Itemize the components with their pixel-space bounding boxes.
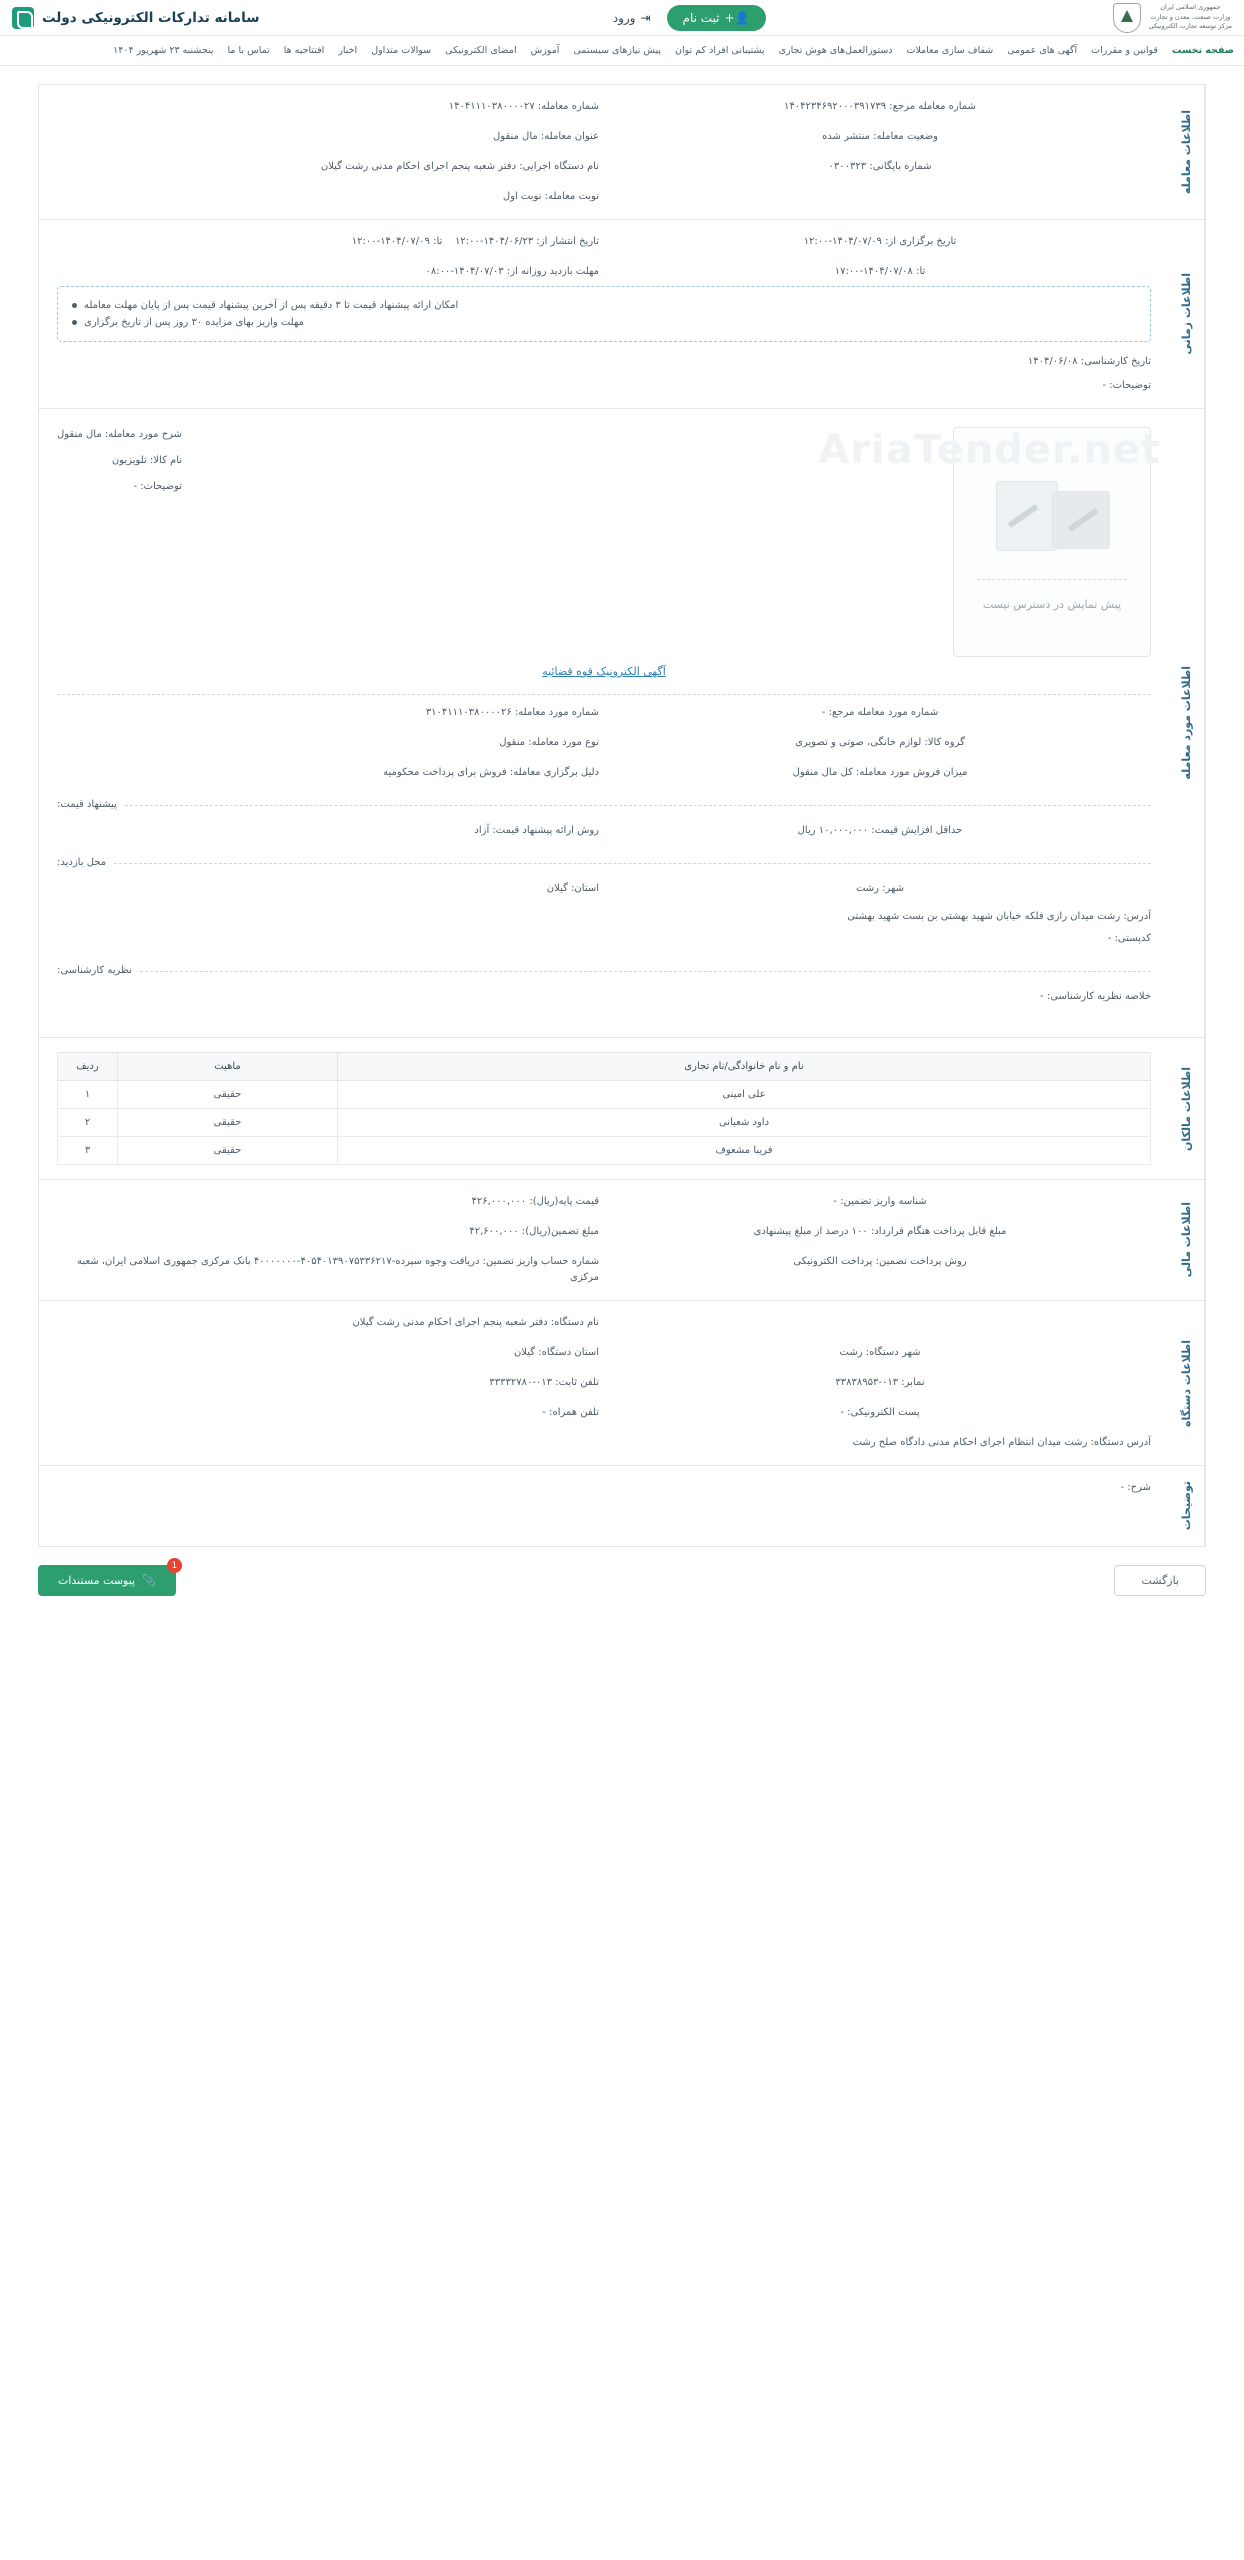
agency-name-field: نام دستگاه: دفتر شعبه پنجم اجرای احکام مدنی رشت گیلان bbox=[352, 1317, 599, 1328]
field-transaction-round bbox=[57, 189, 599, 205]
field-publish-range bbox=[57, 234, 599, 250]
gov-seal-icon bbox=[1113, 3, 1141, 33]
login-arrow-icon: ⇥ bbox=[640, 10, 651, 25]
label-visit-from: مهلت بازدید روزانه از: bbox=[506, 266, 599, 277]
price-proposal-header bbox=[57, 797, 1151, 813]
price-divider bbox=[125, 805, 1151, 806]
label-postal-code: کدپستی: bbox=[1114, 933, 1151, 944]
value-contract-payment: ۱۰۰ درصد از مبلغ پیشنهادی bbox=[753, 1226, 868, 1237]
divider-1 bbox=[57, 694, 1151, 695]
section-title-subject-label: اطلاعات مورد معامله bbox=[1180, 666, 1193, 780]
value-time-description: - bbox=[1102, 380, 1107, 391]
main-nav bbox=[0, 36, 1244, 66]
visit-divider bbox=[114, 863, 1151, 864]
visit-city: شهر: رشت bbox=[855, 883, 905, 894]
value-subject-number: ۳۱۰۴۱۱۱۰۳۸۰۰۰۰۲۶ bbox=[425, 707, 512, 718]
value-visit-to: ۱۴۰۴/۰۷/۰۸-۱۷:۰۰ bbox=[834, 266, 913, 277]
preview-placeholder bbox=[953, 427, 1151, 657]
site-brand[interactable] bbox=[12, 7, 260, 29]
preview-divider bbox=[977, 579, 1127, 580]
owners-header-row bbox=[58, 1053, 1151, 1081]
value-base-price: ۴۲۶,۰۰۰,۰۰۰ bbox=[471, 1196, 527, 1207]
label-time-description: توضیحات: bbox=[1109, 380, 1151, 391]
subject-pairs-grid bbox=[57, 705, 1151, 781]
field-subject-number bbox=[57, 705, 599, 721]
label-subject-note: توضیحات: bbox=[140, 481, 183, 492]
expert-divider bbox=[140, 971, 1151, 972]
time-fields-grid bbox=[57, 234, 1151, 280]
section-title-notes bbox=[1169, 1466, 1205, 1546]
field-sale-amount bbox=[609, 765, 1151, 781]
expert-opinion-header bbox=[57, 963, 1151, 979]
section-title-time-label: اطلاعات زمانی bbox=[1180, 273, 1193, 355]
label-expert-summary: خلاصه نظریه کارشناسی: bbox=[1046, 991, 1151, 1002]
nav-item-8[interactable]: امضای الکترونیکی bbox=[445, 45, 517, 56]
attachments-button[interactable] bbox=[38, 1560, 178, 1596]
value-transaction-title: مال منقول bbox=[493, 131, 538, 142]
nav-item-12[interactable]: تماس با ما bbox=[227, 45, 270, 56]
time-notices-box bbox=[57, 286, 1151, 342]
label-transaction-round: نوبت معامله: bbox=[544, 191, 599, 202]
value-expert-summary: - bbox=[1040, 991, 1044, 1002]
label-merged-transaction-number: شماره معامله مرجع: bbox=[889, 101, 976, 112]
value-visit-from: ۱۴۰۴/۰۷/۰۳-۰۸:۰۰ bbox=[425, 266, 504, 277]
value-expert-date: ۱۴۰۴/۰۶/۰۸ bbox=[1027, 356, 1078, 367]
agency-phone-field: تلفن ثابت: ۰۱۳-۳۳۳۳۲۷۸۰ bbox=[489, 1377, 599, 1388]
owner-nature-0: حقیقی bbox=[118, 1081, 338, 1109]
agency-address-field: آدرس دستگاه: رشت میدان انتظام اجرای احکام مدنی دادگاه صلح رشت bbox=[852, 1437, 1151, 1448]
label-notes: شرح: bbox=[1127, 1482, 1151, 1493]
label-visit-address: آدرس: bbox=[1123, 911, 1151, 922]
section-agency-info bbox=[38, 1301, 1206, 1466]
transaction-fields-grid bbox=[57, 99, 1151, 205]
field-guarantee-id bbox=[609, 1194, 1151, 1210]
nav-item-0[interactable]: صفحه نخست bbox=[1171, 45, 1234, 56]
owners-col-nature: ماهیت bbox=[118, 1053, 338, 1081]
nav-item-2[interactable]: آگهی های عمومی bbox=[1007, 45, 1078, 56]
section-subject-info bbox=[38, 409, 1206, 1038]
label-expert-date: تاریخ کارشناسی: bbox=[1080, 356, 1151, 367]
section-notes bbox=[38, 1466, 1206, 1547]
field-transaction-title bbox=[57, 129, 599, 145]
value-transaction-number: ۱۴۰۴۱۱۱۰۳۸۰۰۰۰۲۷ bbox=[448, 101, 535, 112]
section-body-owners bbox=[39, 1038, 1169, 1179]
value-transaction-round: نوبت اول bbox=[502, 191, 542, 202]
label-transaction-number: شماره معامله: bbox=[537, 101, 599, 112]
price-proposal-method: روش ارائه پیشنهاد قیمت: آزاد bbox=[474, 825, 599, 836]
notice-text-1: مهلت واریز بهای مزایده ۳۰ روز پس از تاریخ برگزاری bbox=[84, 317, 304, 328]
owners-col-index: ردیف bbox=[58, 1053, 118, 1081]
label-goods-name: نام کالا: bbox=[149, 455, 183, 466]
preview-unavailable-text: پیش نمایش در دسترس نیست bbox=[982, 598, 1122, 611]
section-title-transaction-label: اطلاعات معامله bbox=[1180, 109, 1193, 195]
nav-date-label: پنجشنبه ۲۳ شهریور ۱۴۰۴ bbox=[113, 45, 214, 56]
bullet-icon-1 bbox=[72, 320, 77, 325]
label-sale-amount: میزان فروش مورد معامله: bbox=[856, 767, 968, 778]
owner-name-0: علی امینی bbox=[338, 1081, 1151, 1109]
nav-item-1[interactable]: قوانین و مقررات bbox=[1091, 45, 1158, 56]
label-base-price: قیمت پایه(ریال): bbox=[529, 1196, 599, 1207]
nav-item-10[interactable]: اخبار bbox=[338, 45, 358, 56]
section-body-agency bbox=[39, 1301, 1169, 1465]
owner-index-0: ۱ bbox=[58, 1081, 118, 1109]
section-body-transaction bbox=[39, 85, 1169, 219]
label-goods-group: گروه کالا: bbox=[924, 737, 965, 748]
page-footer bbox=[0, 1547, 1244, 1622]
field-base-price bbox=[57, 1194, 599, 1210]
value-guarantee-amount: ۴۲,۶۰۰,۰۰۰ bbox=[469, 1226, 519, 1237]
section-title-notes-label: توضیحات bbox=[1180, 1481, 1193, 1531]
owner-name-2: فریبا مشعوف bbox=[338, 1137, 1151, 1165]
nav-item-4[interactable]: دستورالعمل‌های هوش تجاری bbox=[778, 45, 893, 56]
owner-index-1: ۲ bbox=[58, 1109, 118, 1137]
field-sale-reason bbox=[57, 765, 599, 781]
section-body-notes bbox=[39, 1466, 1169, 1546]
agency-email-field: پست الکترونیکی: - bbox=[840, 1407, 920, 1418]
setadiran-logo-icon bbox=[12, 7, 34, 29]
value-sale-amount: کل مال منقول bbox=[792, 767, 853, 778]
paperclip-icon: 📎 bbox=[142, 1574, 156, 1587]
section-body-time bbox=[39, 220, 1169, 408]
field-subject-description bbox=[57, 427, 182, 443]
section-title-agency bbox=[1169, 1301, 1205, 1465]
expert-opinion-title: نظریه کارشناسی: bbox=[57, 965, 132, 976]
visit-location-header bbox=[57, 855, 1151, 871]
label-guarantee-id: شناسه واریز تضمین: bbox=[840, 1196, 927, 1207]
section-time-info bbox=[38, 220, 1206, 409]
field-visit-to bbox=[609, 264, 1151, 280]
price-proposal-title: پیشنهاد قیمت: bbox=[57, 799, 117, 810]
section-title-financial-label: اطلاعات مالی bbox=[1180, 1202, 1193, 1278]
label-visit-to: تا: bbox=[916, 266, 926, 277]
field-spacer bbox=[609, 189, 1151, 205]
section-title-agency-label: اطلاعات دستگاه bbox=[1180, 1339, 1193, 1427]
value-publish-to: ۱۴۰۴/۰۷/۰۹-۱۲:۰۰ bbox=[351, 236, 430, 247]
label-archive-number: شماره بایگانی: bbox=[869, 161, 932, 172]
label-agency-name: نام دستگاه اجرایی: bbox=[519, 161, 599, 172]
gov-line-1: جمهوری اسلامی ایران bbox=[1160, 2, 1221, 11]
owner-nature-2: حقیقی bbox=[118, 1137, 338, 1165]
attachments-button-label: پیوست مستندات bbox=[58, 1574, 136, 1587]
watermark-text: AriaTender.net bbox=[818, 427, 1161, 473]
value-subject-description: مال منقول bbox=[57, 429, 102, 440]
field-merged-transaction-number bbox=[609, 99, 1151, 115]
top-bar bbox=[0, 0, 1244, 36]
owners-table-head bbox=[58, 1053, 1151, 1081]
field-postal-code bbox=[57, 931, 1151, 947]
agency-city-field: شهر دستگاه: رشت bbox=[839, 1347, 921, 1358]
field-visit-from bbox=[57, 264, 599, 280]
value-agency-name: دفتر شعبه پنجم اجرای احکام مدنی رشت گیلان bbox=[320, 161, 517, 172]
login-button-label: ورود bbox=[612, 10, 636, 25]
financial-grid bbox=[57, 1194, 1151, 1286]
owners-table bbox=[57, 1052, 1151, 1165]
label-holding-date: تاریخ برگزاری از: bbox=[885, 236, 957, 247]
price-grid bbox=[57, 823, 1151, 839]
agency-grid bbox=[57, 1315, 1151, 1421]
value-publish-from: ۱۴۰۴/۰۶/۲۳-۱۲:۰۰ bbox=[455, 236, 534, 247]
label-publish-from: تاریخ انتشار از: bbox=[536, 236, 599, 247]
nav-item-6[interactable]: پیش نیازهای سیستمی bbox=[573, 45, 662, 56]
section-title-owners bbox=[1169, 1038, 1205, 1179]
section-title-owners-label: اطلاعات مالکان bbox=[1180, 1066, 1193, 1151]
gov-agency-text bbox=[1149, 3, 1232, 32]
nav-item-3[interactable]: شفاف سازی معاملات bbox=[906, 45, 994, 56]
section-title-financial bbox=[1169, 1180, 1205, 1300]
visit-location-title: محل بازدید: bbox=[57, 857, 107, 868]
section-title-subject bbox=[1169, 409, 1205, 1037]
owners-table-body bbox=[58, 1081, 1151, 1165]
label-subject-type: نوع مورد معامله: bbox=[528, 737, 599, 748]
field-expert-date bbox=[57, 354, 1151, 370]
field-subject-ref-number bbox=[609, 705, 1151, 721]
section-financial-info bbox=[38, 1180, 1206, 1301]
owner-nature-1: حقیقی bbox=[118, 1109, 338, 1137]
field-guarantee-payment-method: روش پرداخت تضمین: پرداخت الکترونیکی bbox=[793, 1256, 967, 1267]
value-postal-code: - bbox=[1107, 933, 1112, 944]
value-subject-ref-number: - bbox=[821, 707, 826, 718]
field-guarantee-account: شماره حساب واریز تضمین: دریافت وجوه سپرده-۴۰۵۴۰۱۳۹۰۷۵۳۳۶۲۱۷-۴۰۰۰۰۰۰۰ بانک مرکزی جمهوری اسلامی ایران، شعبه مرکزی bbox=[77, 1256, 599, 1283]
gov-logo-group bbox=[1113, 3, 1232, 33]
user-plus-icon: 👤+ bbox=[724, 10, 750, 25]
label-subject-ref-number: شماره مورد معامله مرجع: bbox=[828, 707, 939, 718]
owner-name-1: داود شعبانی bbox=[338, 1109, 1151, 1137]
agency-empty-0 bbox=[609, 1315, 1151, 1331]
value-goods-group: لوازم خانگی، صوتی و تصویری bbox=[795, 737, 922, 748]
section-body-subject bbox=[39, 409, 1169, 1037]
page-content bbox=[0, 74, 1244, 1547]
field-notes bbox=[57, 1480, 1151, 1496]
value-notes: - bbox=[1120, 1482, 1125, 1493]
field-expert-summary bbox=[57, 989, 1151, 1023]
value-visit-address: رشت میدان رازی فلکه خیابان شهید بهشتی بن بست شهید بهشتی bbox=[847, 911, 1121, 922]
value-subject-type: منقول bbox=[499, 737, 526, 748]
field-agency-name bbox=[57, 159, 599, 175]
field-guarantee-amount bbox=[57, 1224, 599, 1240]
visit-grid bbox=[57, 881, 1151, 897]
table-row bbox=[58, 1109, 1151, 1137]
agency-fax-field: نمابر: ۰۱۳-۳۳۸۳۸۹۵۳ bbox=[835, 1377, 925, 1388]
notice-line-0 bbox=[72, 297, 1136, 314]
label-transaction-status: وضعیت معامله: bbox=[873, 131, 938, 142]
label-contract-payment: مبلغ قابل پرداخت هنگام قرارداد: bbox=[870, 1226, 1007, 1237]
field-transaction-number bbox=[57, 99, 599, 115]
section-body-financial bbox=[39, 1180, 1169, 1300]
label-subject-description: شرح مورد معامله: bbox=[104, 429, 183, 440]
attachments-count-badge: 1 bbox=[167, 1558, 182, 1573]
value-subject-note: - bbox=[133, 481, 138, 492]
value-sale-reason: فروش برای پرداخت محکومیه bbox=[383, 767, 507, 778]
nav-item-5[interactable]: پشتیبانی افراد کم توان bbox=[675, 45, 765, 56]
agency-mobile-field: تلفن همراه: - bbox=[542, 1407, 599, 1418]
field-contract-payment bbox=[609, 1224, 1151, 1240]
label-transaction-title: عنوان معامله: bbox=[540, 131, 599, 142]
field-holding-date bbox=[609, 234, 1151, 250]
field-time-description bbox=[57, 378, 1151, 394]
notice-text-0: امکان ارائه پیشنهاد قیمت تا ۳ دقیقه پس از آخرین پیشنهاد قیمت پس از پایان مهلت معامله bbox=[84, 300, 459, 311]
field-subject-type bbox=[57, 735, 599, 751]
agency-province-field: استان دستگاه: گیلان bbox=[513, 1347, 599, 1358]
gavel-illustration-icon bbox=[992, 473, 1112, 561]
value-guarantee-id: - bbox=[833, 1196, 837, 1207]
visit-province: استان: گیلان bbox=[546, 883, 599, 894]
value-transaction-status: منتشر شده bbox=[822, 131, 870, 142]
value-merged-transaction-number: ۱۴۰۴۲۳۴۶۹۲۰۰۰۳۹۱۷۳۹ bbox=[784, 101, 887, 112]
field-archive-number bbox=[609, 159, 1151, 175]
subject-top-row bbox=[57, 423, 1161, 657]
section-transaction-info bbox=[38, 84, 1206, 220]
judicial-announcement-link[interactable]: آگهی الکترونیک قوه قضائیه bbox=[542, 665, 666, 678]
login-button[interactable] bbox=[607, 10, 657, 26]
register-button[interactable] bbox=[667, 5, 766, 31]
gov-line-2: وزارت صنعت، معدن و تجارت bbox=[1150, 12, 1231, 21]
field-visit-address bbox=[57, 909, 1151, 925]
notice-line-1 bbox=[72, 314, 1136, 331]
label-guarantee-amount: مبلغ تضمین(ریال): bbox=[521, 1226, 599, 1237]
owner-index-2: ۳ bbox=[58, 1137, 118, 1165]
value-holding-date: ۱۴۰۴/۰۷/۰۹-۱۲:۰۰ bbox=[803, 236, 882, 247]
back-button[interactable]: بازگشت bbox=[1114, 1565, 1206, 1596]
label-publish-to: تا: bbox=[433, 236, 443, 247]
label-sale-reason: دلیل برگزاری معامله: bbox=[509, 767, 599, 778]
gov-line-3: مرکز توسعه تجارت الکترونیکی bbox=[1148, 22, 1232, 31]
section-title-time bbox=[1169, 220, 1205, 408]
field-subject-note bbox=[57, 479, 182, 495]
field-transaction-status bbox=[609, 129, 1151, 145]
value-archive-number: ۰۳۰۰۳۲۳ bbox=[828, 161, 867, 172]
nav-item-11[interactable]: افتتاحیه ها bbox=[283, 45, 325, 56]
field-goods-name bbox=[57, 453, 182, 469]
site-title: سامانه تدارکات الکترونیکی دولت bbox=[42, 9, 260, 26]
bullet-icon-0 bbox=[72, 303, 77, 308]
section-owners-info bbox=[38, 1038, 1206, 1180]
register-button-label: ثبت نام bbox=[682, 10, 720, 25]
field-goods-group bbox=[609, 735, 1151, 751]
table-row bbox=[58, 1081, 1151, 1109]
label-subject-number: شماره مورد معامله: bbox=[514, 707, 599, 718]
section-title-transaction bbox=[1169, 85, 1205, 219]
content-top-spacer bbox=[0, 66, 1244, 74]
owners-col-name: نام و نام خانوادگی/نام تجاری bbox=[338, 1053, 1151, 1081]
nav-item-7[interactable]: آموزش bbox=[530, 45, 560, 56]
value-goods-name: تلویزیون bbox=[111, 455, 147, 466]
auth-group bbox=[607, 5, 766, 31]
nav-item-9[interactable]: سوالات متداول bbox=[371, 45, 432, 56]
table-row bbox=[58, 1137, 1151, 1165]
min-increase-price: حداقل افزایش قیمت: ۱۰,۰۰۰,۰۰۰ ریال bbox=[797, 825, 963, 836]
